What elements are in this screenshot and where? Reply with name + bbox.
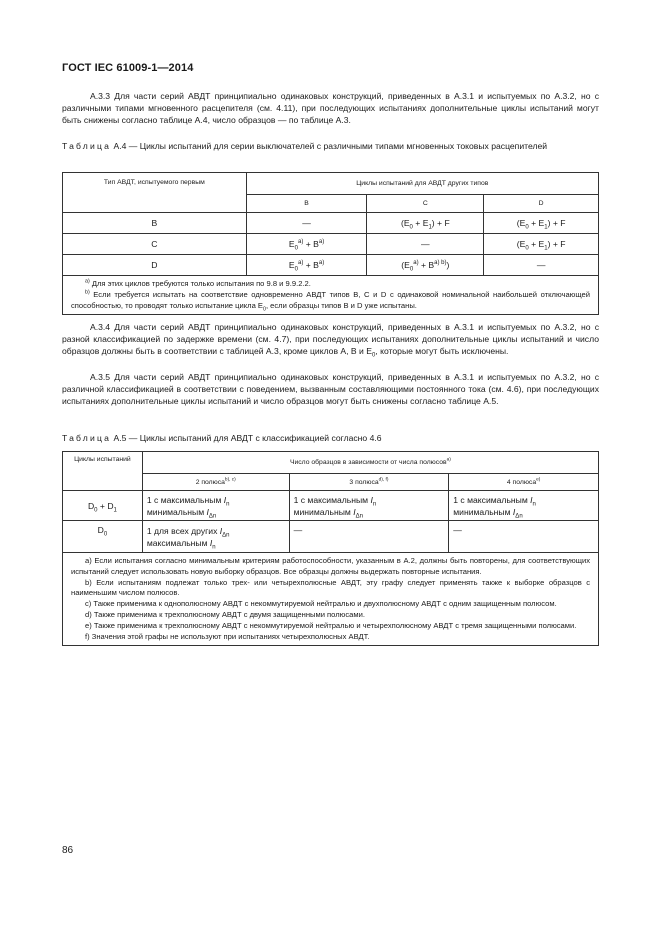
formula-cell: $E_0^{a)} + B^{a)}$: [246, 255, 367, 276]
table-a4-sub-b: B: [246, 195, 367, 213]
footnote: $^{b)}$ Если требуется испытать на соответствие одновременно АВДТ типов B, C и D с одинаковой номинальной наибольшей отключающей способностью, то проводят только испытание цикла $E_0$, если образцы типов B и D уже испытаны.: [71, 289, 590, 313]
sample-cell: 1 с максимальным $I_n$ минимальным $I_{\Delta n}$: [449, 491, 599, 521]
table-a5: [62, 451, 599, 646]
table-row: D $E_0^{a)} + B^{a)}$ $(E_0^{a)} + B^{a) b)})$ —: [63, 255, 599, 276]
table-a5-sub-2: 2 полюса$^{b), c)}$: [142, 474, 289, 491]
formula-cell: $(E_0 + E_1) + F$: [484, 213, 599, 234]
footnote: e) Также применима к трехполюсному АВДТ с некоммутируемой нейтралью и четырехполюсному АВДТ с тремя защищенными полюсами.: [85, 620, 577, 630]
footnote: $^{a)}$ Для этих циклов требуются только испытания по 9.8 и 9.9.2.2.: [85, 278, 311, 288]
footnote: b) Если испытаниям подлежат только трех- или четырехполюсные АВДТ, эту графу следует применять также к выборке образцов с наименьшим числом полюсов.: [71, 577, 590, 598]
table-a5-caption: Таблица А.5 — Циклы испытаний для АВДТ с классификацией согласно 4.6: [62, 433, 382, 443]
paragraph-a34: А.3.4 Для части серий АВДТ принципиально одинаковых конструкций, приведенных в А.3.1 и испытуемых по А.3.2, но с разной классификацией по задержке времени (см. 4.7), при последующих испытаниях дополнительные циклы испытаний и число образцов должны быть в соответствии с таблицей А.3, кроме циклов А, В и $E_0$, которые могут быть исключены.: [62, 322, 599, 360]
table-a4-head-group: Циклы испытаний для АВДТ других типов: [246, 173, 598, 195]
table-a5-head-group: Число образцов в зависимости от числа полюсов$^{a)}$: [142, 452, 598, 474]
formula-cell: $(E_0 + E_1) + F$: [484, 234, 599, 255]
cycle-label: $D_0 + D_1$: [63, 491, 143, 521]
table-a4-caption: Таблица А.4 — Циклы испытаний для серии выключателей с различными типами мгновенных токовых расцепителей: [62, 141, 548, 151]
sample-cell: 1 с максимальным $I_n$ минимальным $I_{\Delta n}$: [289, 491, 449, 521]
table-row: B — $(E_0 + E_1) + F$ $(E_0 + E_1) + F$: [63, 213, 599, 234]
paragraph-a33: А.3.3 Для части серий АВДТ принципиально одинаковых конструкций, приведенных в А.3.1 и испытуемых по А.3.2, но с различными типами мгновенного расцепителя (см. 4.11), при последующих испытаниях дополнительные циклы испытаний могут быть снижены согласно таблице А.4, число образцов — по таблице А.3.: [62, 91, 599, 126]
sample-cell: 1 для всех других $I_{\Delta n}$ максимальным $I_n$: [142, 521, 289, 553]
table-a4-sub-c: C: [367, 195, 484, 213]
sample-cell: 1 с максимальным $I_n$ минимальным $I_{\Delta n}$: [142, 491, 289, 521]
footnote: d) Также применима к трехполюсному АВДТ с двумя защищенными полюсами.: [85, 609, 365, 619]
formula-cell: $(E_0^{a)} + B^{a) b)})$: [367, 255, 484, 276]
table-a5-head-first: Циклы испытаний: [63, 452, 143, 491]
footnote: a) Если испытания согласно минимальным критериям работоспособности, указанным в А.2, должны быть повторены, для соответствующих испытаний следует использовать новую выборку образцов. Все образцы должны выдержать повторные испытания.: [71, 556, 590, 576]
table-a5-footnotes: [63, 553, 599, 646]
formula-cell: $E_0^{a)} + B^{a)}$: [246, 234, 367, 255]
footnote: c) Также применима к однополюсному АВДТ с некоммутируемой нейтралью и двухполюсному АВДТ с одним защищенным полюсом.: [85, 599, 557, 609]
table-a4-sub-d: D: [484, 195, 599, 213]
table-a4-footnotes: [63, 276, 599, 315]
table-row: $D_0$ 1 для всех других $I_{\Delta n}$ максимальным $I_n$ — —: [63, 521, 599, 553]
page-number: 86: [62, 845, 74, 856]
table-a5-sub-3: 3 полюса$^{d), f)}$: [289, 474, 449, 491]
table-a5-sub-4: 4 полюса$^{e)}$: [449, 474, 599, 491]
footnote: f) Значения этой графы не используют при испытаниях четырехполюсных АВДТ.: [85, 631, 370, 641]
table-a4: [62, 172, 599, 315]
formula-cell: $(E_0 + E_1) + F$: [367, 213, 484, 234]
cycle-label: $D_0$: [63, 521, 143, 553]
document-header: ГОСТ IEC 61009-1—2014: [62, 62, 194, 74]
paragraph-a35: А.3.5 Для части серий АВДТ принципиально одинаковых конструкций, приведенных в А.3.1 и испытуемых по А.3.2, но с различной классификацией в соответствии с поведением, вызванным составляющими постоянного тока (см. 4.6), при последующих испытаниях дополнительные циклы испытаний и число образцов могут быть снижены согласно таблице А.5.: [62, 372, 599, 407]
table-a4-head-first: Тип АВДТ, испытуемого первым: [63, 173, 247, 213]
table-row: C $E_0^{a)} + B^{a)}$ — $(E_0 + E_1) + F$: [63, 234, 599, 255]
table-row: [63, 491, 599, 521]
